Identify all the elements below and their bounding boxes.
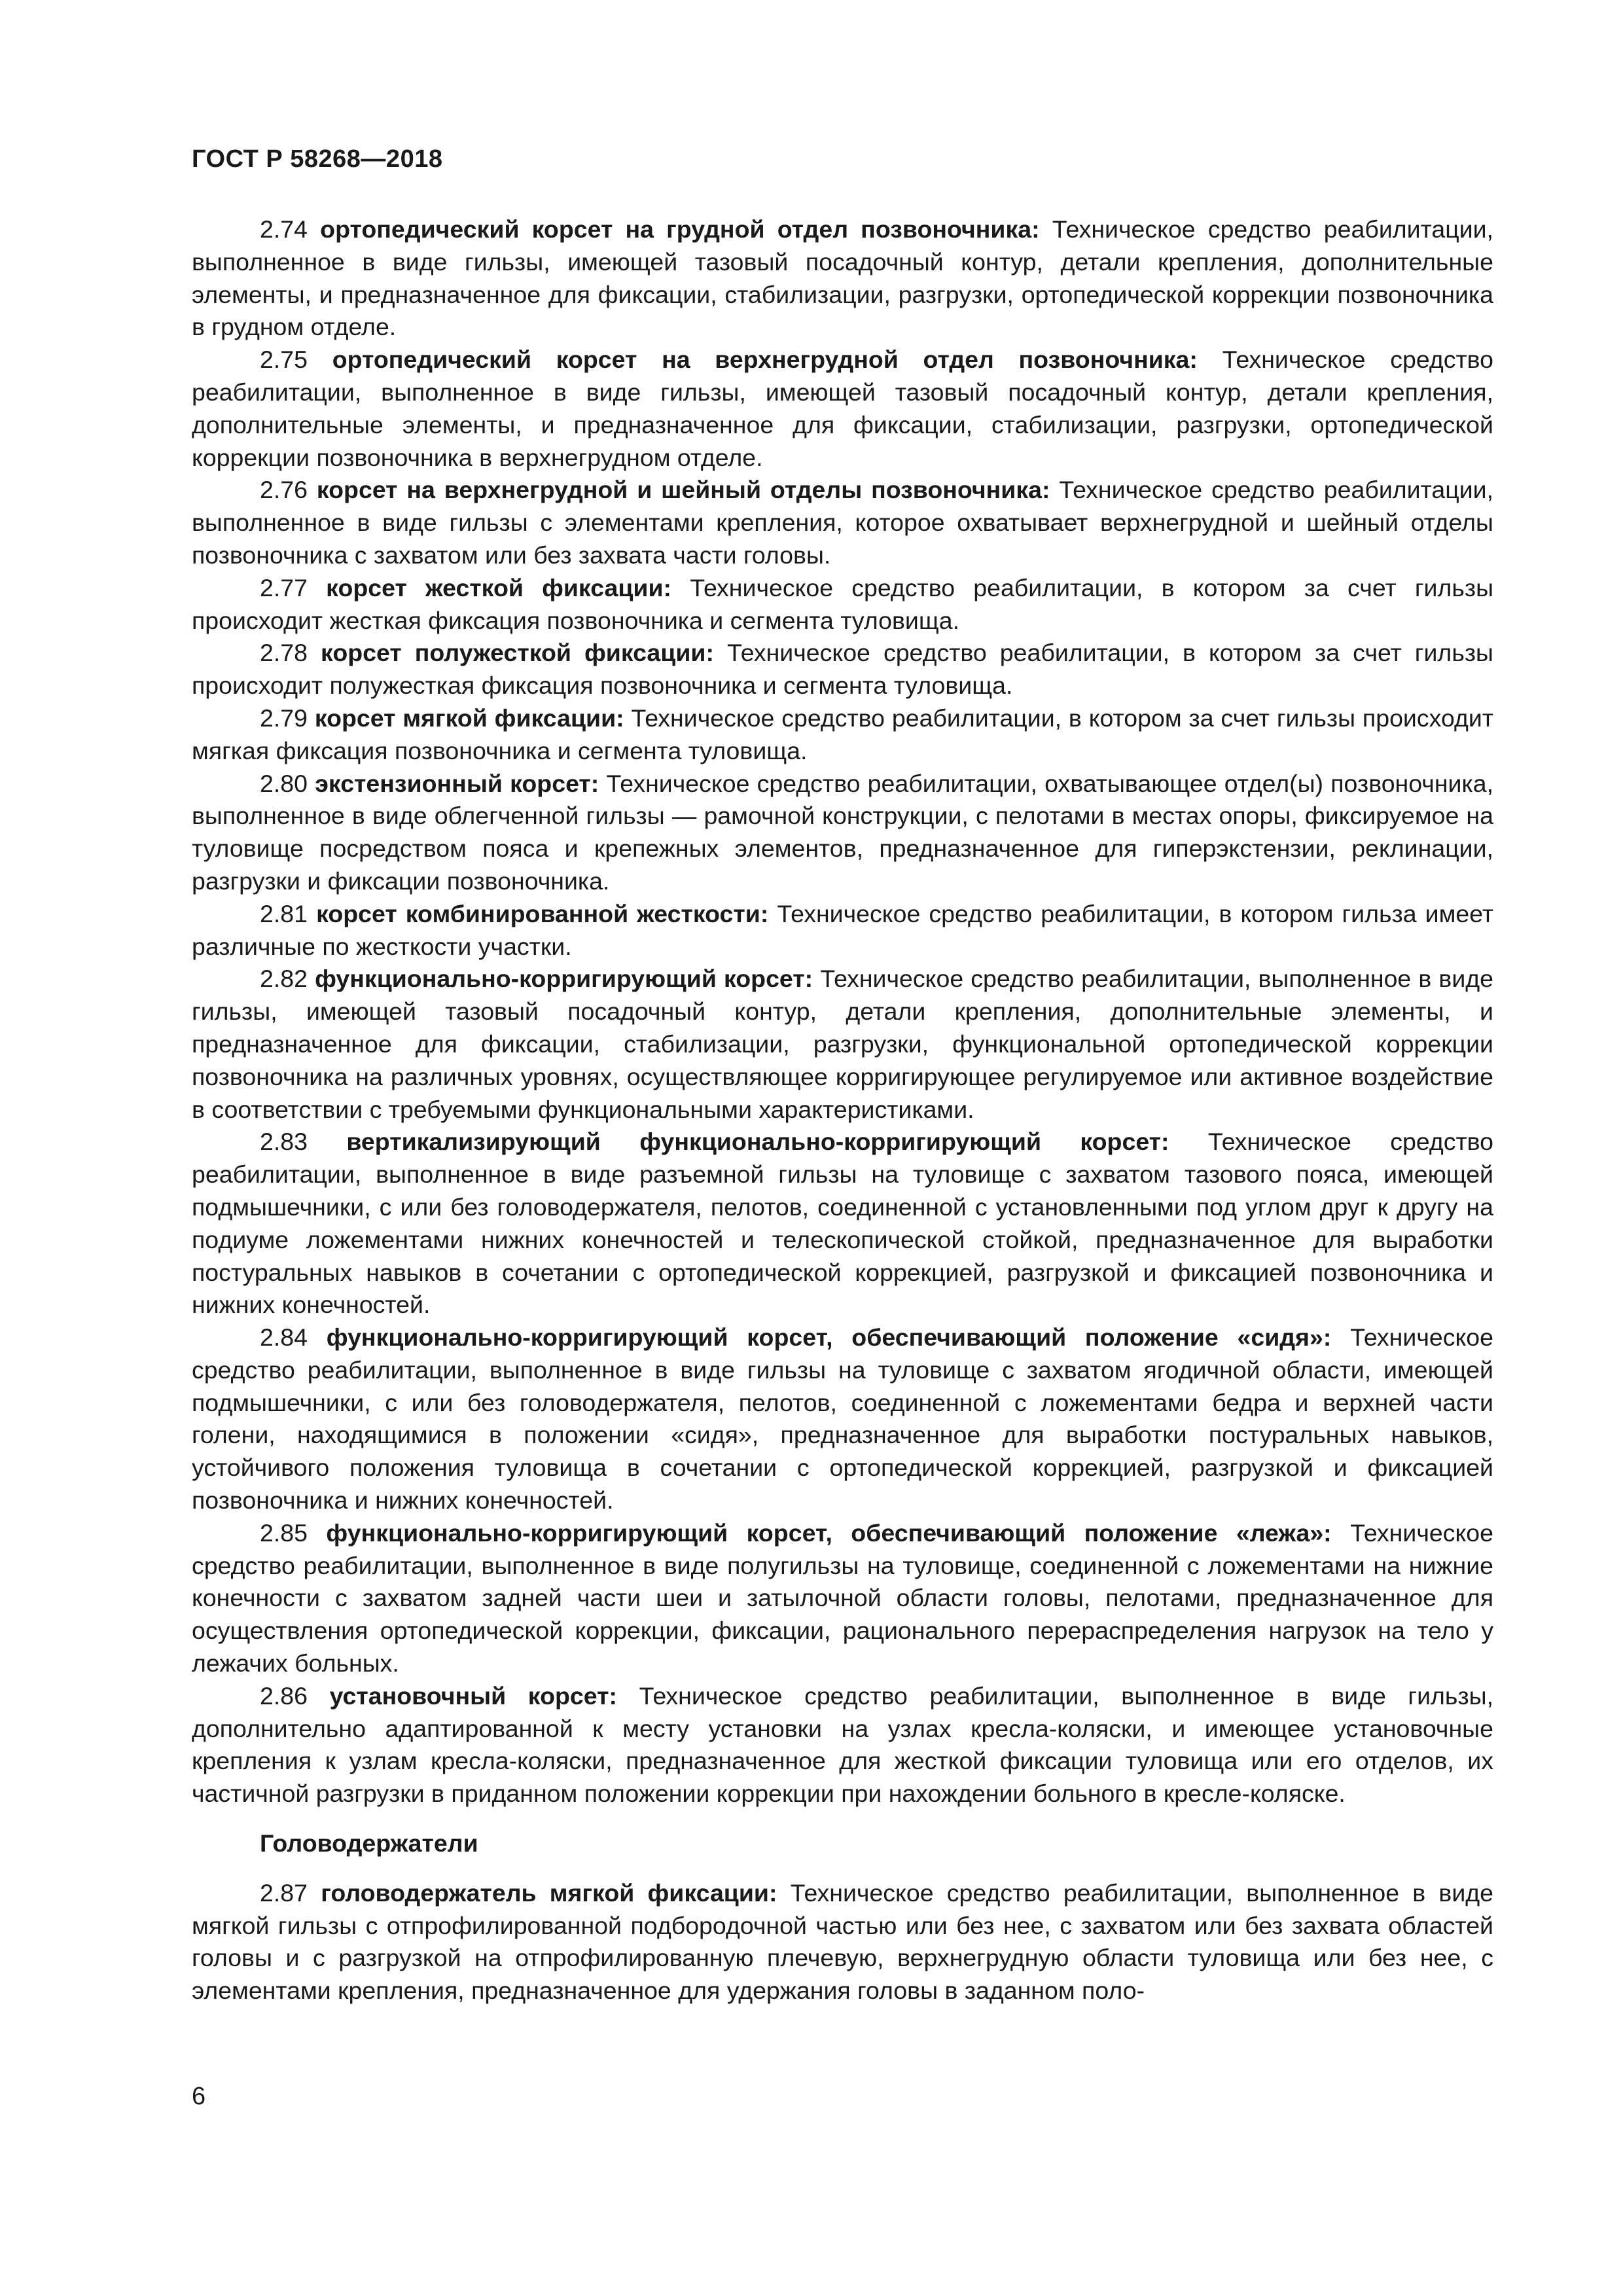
definition-entry (192, 474, 1493, 571)
definition-entry (192, 572, 1493, 637)
entry-term: головодержатель мягкой фиксации: (321, 1878, 777, 1907)
entry-definition: Техническое средство реабилитации, выполненное в виде гильзы, имеющей тазовый посадочный контур, детали крепления, дополнительные элементы, и предназначенное для фиксации, стабилизации, разгрузки, функциональной ортопедической коррекции позвоночника на различных уровнях, осуществляющее корригирующее регулируемое или активное воздействие в соответствии с требуемыми функциональными характеристиками. (192, 965, 1494, 1123)
entry-number: 2.75 (260, 346, 308, 374)
definition-entry (192, 898, 1493, 963)
definition-entry (192, 1877, 1493, 2007)
entry-definition: Техническое средство реабилитации, в котором за счет гильзы происходит полужесткая фиксация позвоночника и сегмента туловища. (192, 639, 1493, 700)
entry-number: 2.80 (260, 769, 308, 797)
entry-term: функционально-корригирующий корсет, обеспечивающий положение «лежа»: (326, 1518, 1332, 1547)
entry-definition: Техническое средство реабилитации, в котором за счет гильзы происходит мягкая фиксация позвоночника и сегмента туловища. (192, 704, 1493, 764)
entry-definition: Техническое средство реабилитации, в котором гильза имеет различные по жесткости участки. (192, 899, 1494, 960)
entry-definition: Техническое средство реабилитации, выполненное в виде гильзы на туловище с захватом ягодичной области, имеющей подмышечники, с или без головодержателя, пелотов, соединенной с ложементами бедра и верхней части голени, находящимися в положении «сидя», предназначенное для выработки постуральных навыков, устойчивого положения туловища в сочетании с ортопедической коррекцией, разгрузкой и фиксацией позвоночника и нижних конечностей. (192, 1323, 1493, 1515)
definition-entry (192, 702, 1493, 768)
definition-entry (192, 1126, 1493, 1321)
definitions-list (192, 213, 1493, 1810)
entry-term: установочный корсет: (329, 1681, 617, 1710)
entry-definition: Техническое средство реабилитации, в котором за счет гильзы происходит жесткая фиксация позвоночника и сегмента туловища. (192, 573, 1494, 634)
entry-term: функционально-корригирующий корсет: (315, 965, 813, 993)
entry-term: корсет жесткой фиксации: (326, 573, 672, 601)
entry-number: 2.87 (260, 1878, 308, 1907)
definition-entry (192, 344, 1493, 474)
definition-entry (192, 213, 1493, 344)
entry-term: экстензионный корсет: (315, 769, 599, 797)
definition-entry (192, 1517, 1493, 1680)
entry-definition: Техническое средство реабилитации, выполненное в виде гильзы, имеющей тазовый посадочный контур, детали крепления, дополнительные элементы, и предназначенное для фиксации, стабилизации, разгрузки, ортопедической коррекции позвоночника в грудном отделе. (192, 215, 1494, 341)
definition-entry (192, 963, 1493, 1126)
entry-definition: Техническое средство реабилитации, охватывающее отдел(ы) позвоночника, выполненное в виде облегченной гильзы — рамочной конструкции, с пелотами в местах опоры, фиксируемое на туловище посредством пояса и крепежных элементов, предназначенное для гиперэкстензии, реклинации, разгрузки и фиксации позвоночника. (192, 769, 1493, 895)
entry-number: 2.74 (260, 215, 308, 243)
entry-number: 2.84 (260, 1323, 308, 1352)
definition-entry (192, 637, 1493, 702)
entry-number: 2.82 (260, 965, 308, 993)
entry-definition: Техническое средство реабилитации, выполненное в виде гильзы, дополнительно адаптированной к месту установки на узлах кресла-коляски, и имеющее установочные крепления к узлам кресла-коляски, предназначенное для жесткой фиксации туловища или его отделов, их частичной разгрузки в приданном положении коррекции при нахождении больного в кресле-коляске. (192, 1681, 1494, 1808)
entry-definition: Техническое средство реабилитации, выполненное в виде гильзы с элементами крепления, которое охватывает верхнегрудной и шейный отделы позвоночника с захватом или без захвата части головы. (192, 476, 1494, 569)
document-body (192, 213, 1493, 2007)
entry-number: 2.79 (260, 704, 308, 732)
entry-number: 2.76 (260, 476, 308, 504)
definition-entry (192, 1680, 1493, 1810)
definition-entry (192, 1321, 1493, 1517)
entry-term: корсет на верхнегрудной и шейный отделы позвоночника: (316, 476, 1050, 504)
entry-term: ортопедический корсет на грудной отдел позвоночника: (320, 215, 1040, 243)
entry-number: 2.78 (260, 639, 308, 667)
entry-number: 2.81 (260, 899, 308, 927)
entry-definition: Техническое средство реабилитации, выполненное в виде гильзы, имеющей тазовый посадочный контур, детали крепления, дополнительные элементы, и предназначенное для фиксации, стабилизации, разгрузки, ортопедической коррекции позвоночника в верхнегрудном отделе. (192, 346, 1494, 471)
entry-definition: Техническое средство реабилитации, выполненное в виде полугильзы на туловище, соединенной с ложементами на нижние конечности с захватом задней части шеи и затылочной области головы, пелотами, предназначенное для осуществления ортопедической коррекции, фиксации, рационального перераспределения нагрузок на тело у лежачих больных. (192, 1518, 1494, 1677)
section-heading: Головодержатели (260, 1829, 478, 1857)
entry-term: функционально-корригирующий корсет, обеспечивающий положение «сидя»: (326, 1323, 1332, 1352)
entry-number: 2.83 (260, 1128, 308, 1156)
page-number: 6 (192, 2083, 206, 2110)
document-code-header: ГОСТ Р 58268—2018 (192, 145, 443, 173)
entry-term: ортопедический корсет на верхнегрудной отдел позвоночника: (332, 346, 1198, 374)
entry-term: корсет мягкой фиксации: (314, 704, 624, 732)
definition-entry (192, 768, 1493, 898)
entry-number: 2.86 (260, 1681, 308, 1710)
entry-number: 2.77 (260, 573, 308, 601)
definitions-list-continued (192, 1877, 1493, 2007)
entry-number: 2.85 (260, 1518, 308, 1547)
entry-term: вертикализирующий функционально-корригирующий корсет: (346, 1128, 1169, 1156)
entry-definition: Техническое средство реабилитации, выполненное в виде мягкой гильзы с отпрофилированной подбородочной частью или без нее, с захватом или без захвата областей головы и с разгрузкой на отпрофилированную плечевую, верхнегрудную области туловища или без нее, с элементами крепления, предназначенное для удержания головы в заданном поло- (192, 1878, 1494, 2005)
entry-term: корсет полужесткой фиксации: (321, 639, 714, 667)
entry-term: корсет комбинированной жесткости: (316, 899, 769, 927)
entry-definition: Техническое средство реабилитации, выполненное в виде разъемной гильзы на туловище с захватом тазового пояса, имеющей подмышечники, с или без головодержателя, пелотов, соединенной с установленными под углом друг к другу на подиуме ложементами нижних конечностей и телескопической стойкой, предназначенное для выработки постуральных навыков в сочетании с ортопедической коррекцией, разгрузкой и фиксацией позвоночника и нижних конечностей. (192, 1128, 1494, 1319)
